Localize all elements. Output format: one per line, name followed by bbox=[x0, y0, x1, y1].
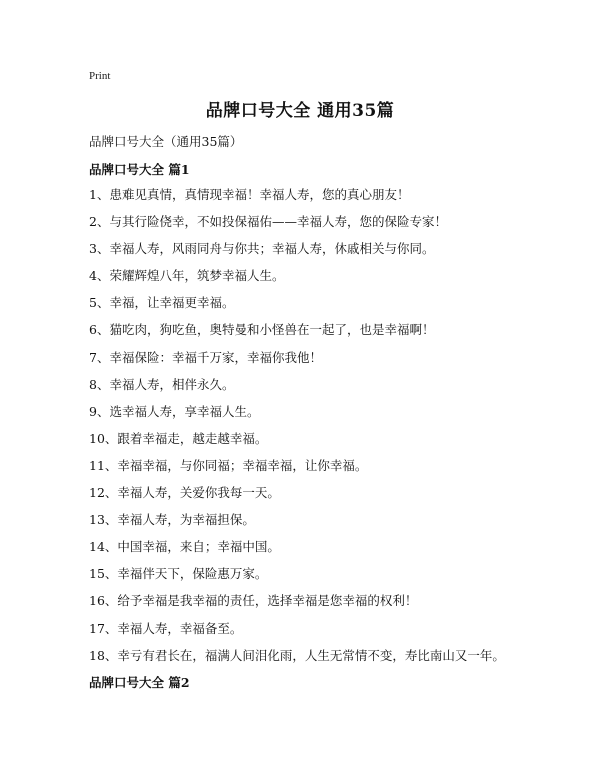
slogan-list bbox=[89, 186, 505, 674]
slogan-item-11: 11、幸福幸福，与你同福；幸福幸福，让你幸福。 bbox=[89, 457, 368, 473]
section-heading-2: 品牌口号大全 篇2 bbox=[89, 675, 190, 690]
slogan-item-16: 16、给予幸福是我幸福的责任，选择幸福是您幸福的权利！ bbox=[89, 593, 418, 609]
slogan-item-5: 5、幸福，让幸福更幸福。 bbox=[89, 295, 235, 311]
slogan-item-1: 1、患难见真情，真情现幸福！幸福人寿，您的真心朋友！ bbox=[89, 187, 410, 202]
slogan-item-2: 2、与其行险侥幸，不如投保福佑——幸福人寿，您的保险专家！ bbox=[89, 214, 447, 230]
slogan-item-8: 8、幸福人寿，相伴永久。 bbox=[89, 376, 235, 392]
section-heading-1: 品牌口号大全 篇1 bbox=[89, 162, 190, 177]
slogan-item-14: 14、中国幸福，来自；幸福中国。 bbox=[89, 539, 280, 555]
slogan-item-15: 15、幸福伴天下，保险惠万家。 bbox=[89, 566, 268, 582]
document-title: 品牌口号大全 通用35篇 bbox=[205, 101, 395, 121]
slogan-item-13: 13、幸福人寿，为幸福担保。 bbox=[89, 512, 255, 528]
slogan-item-3: 3、幸福人寿，风雨同舟与你共；幸福人寿，休戚相关与你同。 bbox=[89, 241, 435, 257]
slogan-item-4: 4、荣耀辉煌八年，筑梦幸福人生。 bbox=[89, 268, 285, 284]
slogan-item-6: 6、猫吃肉，狗吃鱼，奥特曼和小怪兽在一起了，也是幸福啊！ bbox=[89, 322, 435, 338]
print-label: Print bbox=[89, 70, 111, 82]
slogan-item-12: 12、幸福人寿，关爱你我每一天。 bbox=[89, 485, 280, 501]
slogan-item-17: 17、幸福人寿，幸福备至。 bbox=[89, 620, 243, 636]
slogan-item-10: 10、跟着幸福走，越走越幸福。 bbox=[89, 430, 268, 446]
slogan-item-18: 18、幸亏有君长在，福满人间泪化雨，人生无常情不变，寿比南山又一年。 bbox=[89, 647, 505, 663]
slogan-item-9: 9、选幸福人寿，享幸福人生。 bbox=[89, 403, 260, 419]
slogan-item-7: 7、幸福保险：幸福千万家，幸福你我他！ bbox=[89, 349, 322, 365]
document-subtitle: 品牌口号大全（通用35篇） bbox=[89, 134, 243, 149]
